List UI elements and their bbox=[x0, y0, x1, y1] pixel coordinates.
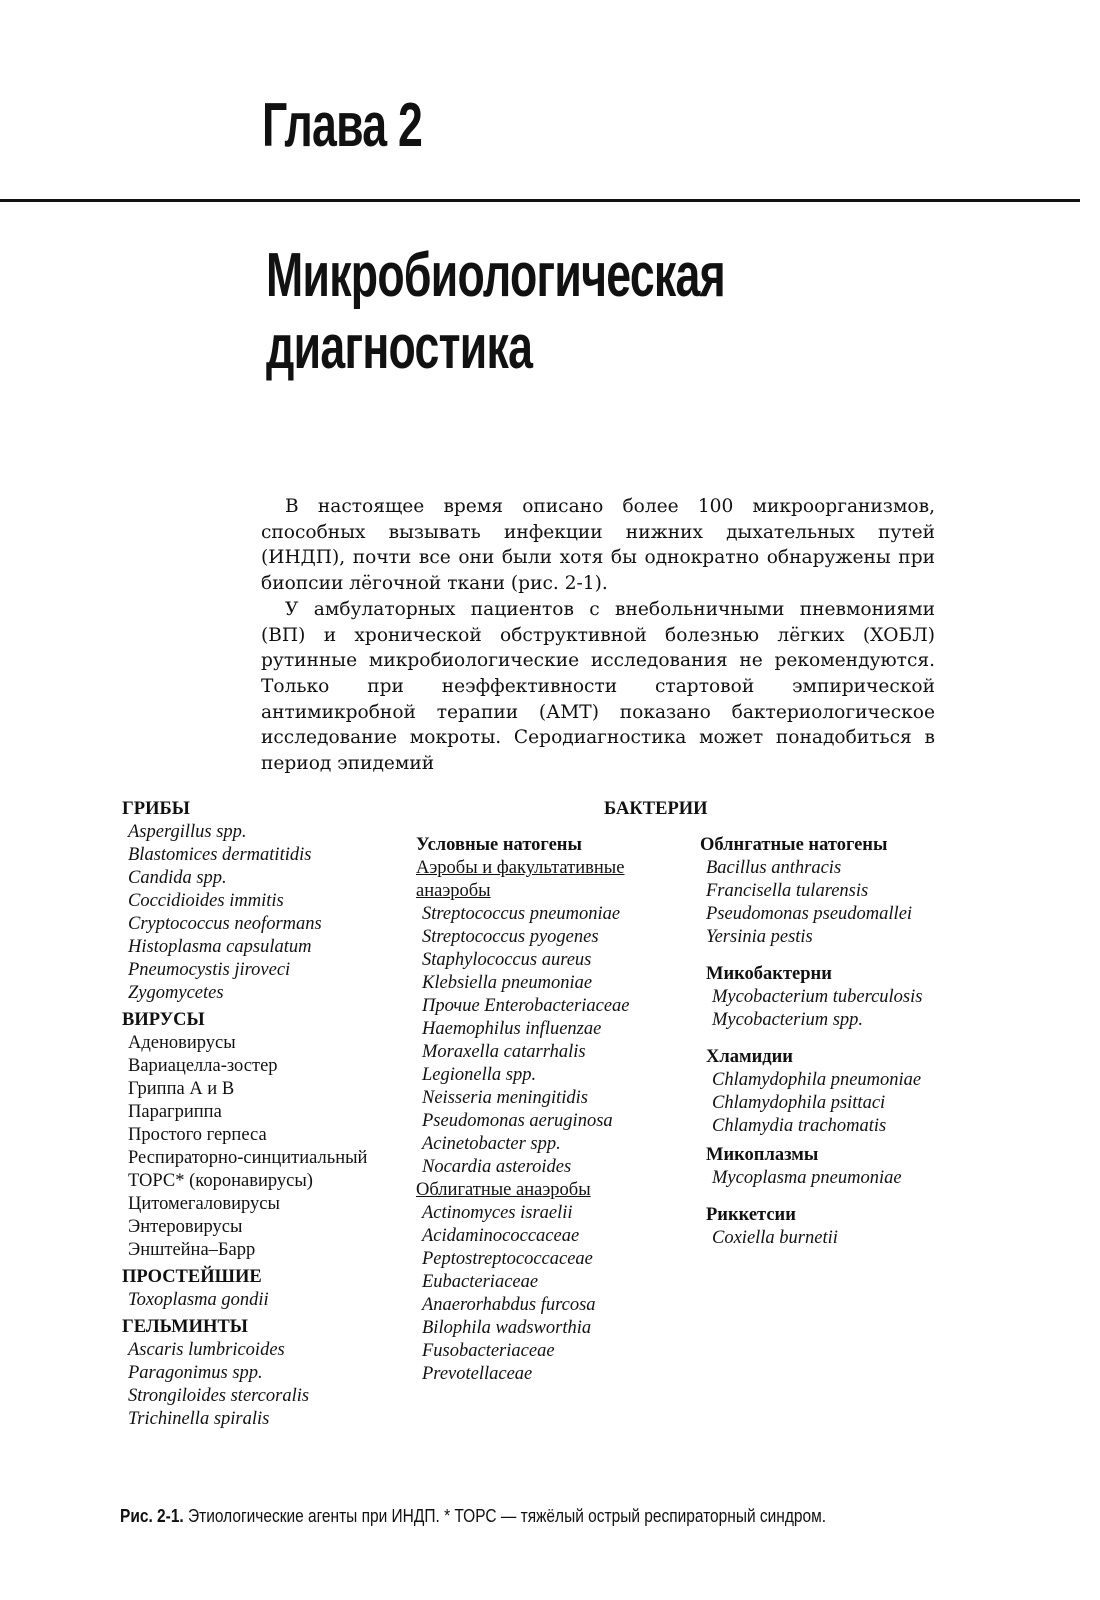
organism-item: Chlamydophila psittaci bbox=[712, 1093, 886, 1113]
chapter-title-line1: Микробиологическая bbox=[266, 241, 725, 310]
organism-item: Moraxella catarrhalis bbox=[422, 1042, 586, 1062]
organism-item: Coccidioides immitis bbox=[128, 891, 284, 911]
organism-item: Eubacteriaceae bbox=[422, 1272, 539, 1292]
group-title: ПРОСТЕЙШИЕ bbox=[122, 1267, 262, 1287]
organism-item: Paragonimus spp. bbox=[128, 1363, 263, 1383]
organism-item: Ascaris lumbricoides bbox=[128, 1340, 285, 1360]
group-title: Риккетсии bbox=[706, 1205, 796, 1225]
organism-item: Энштейна–Барр bbox=[128, 1240, 256, 1260]
organism-item: Цитомегаловирусы bbox=[128, 1194, 280, 1214]
column-conditional-pathogens bbox=[416, 834, 630, 1386]
chapter-label: Глава 2 bbox=[262, 91, 423, 160]
organism-item: Klebsiella pneumoniae bbox=[422, 973, 593, 993]
organism-list bbox=[700, 1227, 922, 1250]
subgroup-title: Аэробы и факультативные bbox=[416, 858, 625, 878]
bacteria-title: БАКТЕРИИ bbox=[604, 799, 708, 819]
organism-item: Neisseria meningitidis bbox=[422, 1088, 588, 1108]
organism-item: Acidaminococcaceae bbox=[422, 1226, 580, 1246]
figure-caption bbox=[120, 1506, 826, 1527]
caption-text: Этиологические агенты при ИНДП. * ТОРС — тяжёлый острый респираторный синдром. bbox=[183, 1506, 827, 1526]
group-title: ГРИБЫ bbox=[122, 799, 190, 819]
group-helminths bbox=[122, 1316, 367, 1431]
organism-item: Histoplasma capsulatum bbox=[128, 937, 312, 957]
group-title: ВИРУСЫ bbox=[122, 1010, 205, 1030]
organism-list bbox=[122, 1339, 367, 1431]
organism-item: Cryptococcus neoformans bbox=[128, 914, 322, 934]
organism-list bbox=[700, 1069, 922, 1138]
group-title: Условные натогены bbox=[416, 835, 582, 855]
organism-item: Bacillus anthracis bbox=[706, 858, 842, 878]
organism-item: Acinetobacter spp. bbox=[422, 1134, 561, 1154]
organism-item: Mycobacterium tuberculosis bbox=[712, 987, 923, 1007]
organism-list bbox=[700, 1167, 922, 1190]
group-title: Микоплазмы bbox=[706, 1145, 819, 1165]
chapter-title bbox=[266, 240, 725, 384]
organism-item: Pneumocystis jiroveci bbox=[128, 960, 291, 980]
organism-item: Streptococcus pyogenes bbox=[422, 927, 599, 947]
organism-item: Blastomices dermatitidis bbox=[128, 845, 312, 865]
organism-item: Yersinia pestis bbox=[706, 927, 813, 947]
organism-item: Chlamydophila pneumoniae bbox=[712, 1070, 922, 1090]
organism-item: Энтеровирусы bbox=[128, 1217, 243, 1237]
organism-item: Haemophilus influenzae bbox=[422, 1019, 602, 1039]
organism-item: Francisella tularensis bbox=[706, 881, 869, 901]
group-viruses bbox=[122, 1009, 367, 1262]
organism-item: Парагриппа bbox=[128, 1102, 222, 1122]
caption-label: Рис. 2-1. bbox=[120, 1506, 184, 1526]
organism-item: Strongiloides stercoralis bbox=[128, 1386, 310, 1406]
organism-item: Pseudomonas aeruginosa bbox=[422, 1111, 613, 1131]
organism-list bbox=[122, 1032, 367, 1262]
organism-item: Респираторно-синцитиальный bbox=[128, 1148, 368, 1168]
organism-item: Bilophila wadsworthia bbox=[422, 1318, 592, 1338]
organism-item: ТОРС* (коронавирусы) bbox=[128, 1171, 313, 1191]
organism-item: Streptococcus pneumoniae bbox=[422, 904, 621, 924]
organism-item: Anaerorhabdus furcosa bbox=[422, 1295, 596, 1315]
paragraph: В настоящее время описано более 100 микроорганизмов, способных вызывать инфекции нижних дыхательных путей (ИНДП), почти все они были хотя бы однократно обнаружены при биопсии лёгочной ткани (рис. 2-1). bbox=[261, 496, 935, 595]
organism-item: Legionella spp. bbox=[422, 1065, 537, 1085]
group-title: Облнгатные натогены bbox=[700, 835, 888, 855]
organism-list bbox=[416, 903, 630, 1179]
column-nonbacterial bbox=[122, 798, 367, 1435]
paragraph: У амбулаторных пациентов с внебольничными пневмониями (ВП) и хронической обструктивной болезнью лёгких (ХОБЛ) рутинные микробиологические исследования не рекомендуются. Только при неэффективности стартовой эмпирической антимикробной терапии (АМТ) показано бактериологическое исследование мокроты. Серодиагностика может понадобиться в период эпидемий bbox=[261, 598, 935, 775]
organism-item: Trichinella spiralis bbox=[128, 1409, 270, 1429]
organism-item: Pseudomonas pseudomallei bbox=[706, 904, 913, 924]
organism-list bbox=[122, 821, 367, 1005]
group-title: Хламидии bbox=[706, 1047, 793, 1067]
organism-item: Aspergillus spp. bbox=[128, 822, 247, 842]
organism-list bbox=[700, 986, 922, 1032]
organism-item: Простого герпеса bbox=[128, 1125, 267, 1145]
figure-etiology bbox=[0, 790, 1100, 1490]
organism-item: Прочие Enterobacteriaceae bbox=[422, 996, 630, 1016]
organism-item: Peptostreptococcaceae bbox=[422, 1249, 593, 1269]
organism-list bbox=[416, 1202, 630, 1386]
organism-item: Actinomyces israelii bbox=[422, 1203, 573, 1223]
group-protozoa bbox=[122, 1266, 367, 1312]
subgroup-title: анаэробы bbox=[416, 881, 491, 901]
group-fungi bbox=[122, 798, 367, 1005]
column-obligate-pathogens bbox=[700, 834, 922, 1250]
group-title: ГЕЛЬМИНТЫ bbox=[122, 1317, 248, 1337]
body-text bbox=[261, 494, 935, 777]
organism-item: Staphylococcus aureus bbox=[422, 950, 592, 970]
subgroup-title: Облигатные анаэробы bbox=[416, 1180, 591, 1200]
organism-item: Гриппа А и В bbox=[128, 1079, 235, 1099]
organism-list bbox=[700, 857, 922, 949]
organism-item: Chlamydia trachomatis bbox=[712, 1116, 887, 1136]
organism-item: Mycobacterium spp. bbox=[712, 1010, 864, 1030]
chapter-divider bbox=[0, 199, 1080, 202]
organism-item: Prevotellaceae bbox=[422, 1364, 533, 1384]
chapter-title-line2: диагностика bbox=[266, 313, 533, 382]
organism-item: Coxiella burnetii bbox=[712, 1228, 838, 1248]
organism-item: Nocardia asteroides bbox=[422, 1157, 572, 1177]
group-title: Микобактерни bbox=[706, 964, 832, 984]
organism-item: Zygomycetes bbox=[128, 983, 224, 1003]
organism-item: Candida spp. bbox=[128, 868, 227, 888]
organism-item: Mycoplasma pneumoniae bbox=[712, 1168, 902, 1188]
organism-item: Fusobacteriaceae bbox=[422, 1341, 555, 1361]
organism-item: Аденовирусы bbox=[128, 1033, 236, 1053]
organism-item: Вариацелла-зостер bbox=[128, 1056, 278, 1076]
organism-item: Toxoplasma gondii bbox=[128, 1290, 269, 1310]
organism-list bbox=[122, 1289, 367, 1312]
